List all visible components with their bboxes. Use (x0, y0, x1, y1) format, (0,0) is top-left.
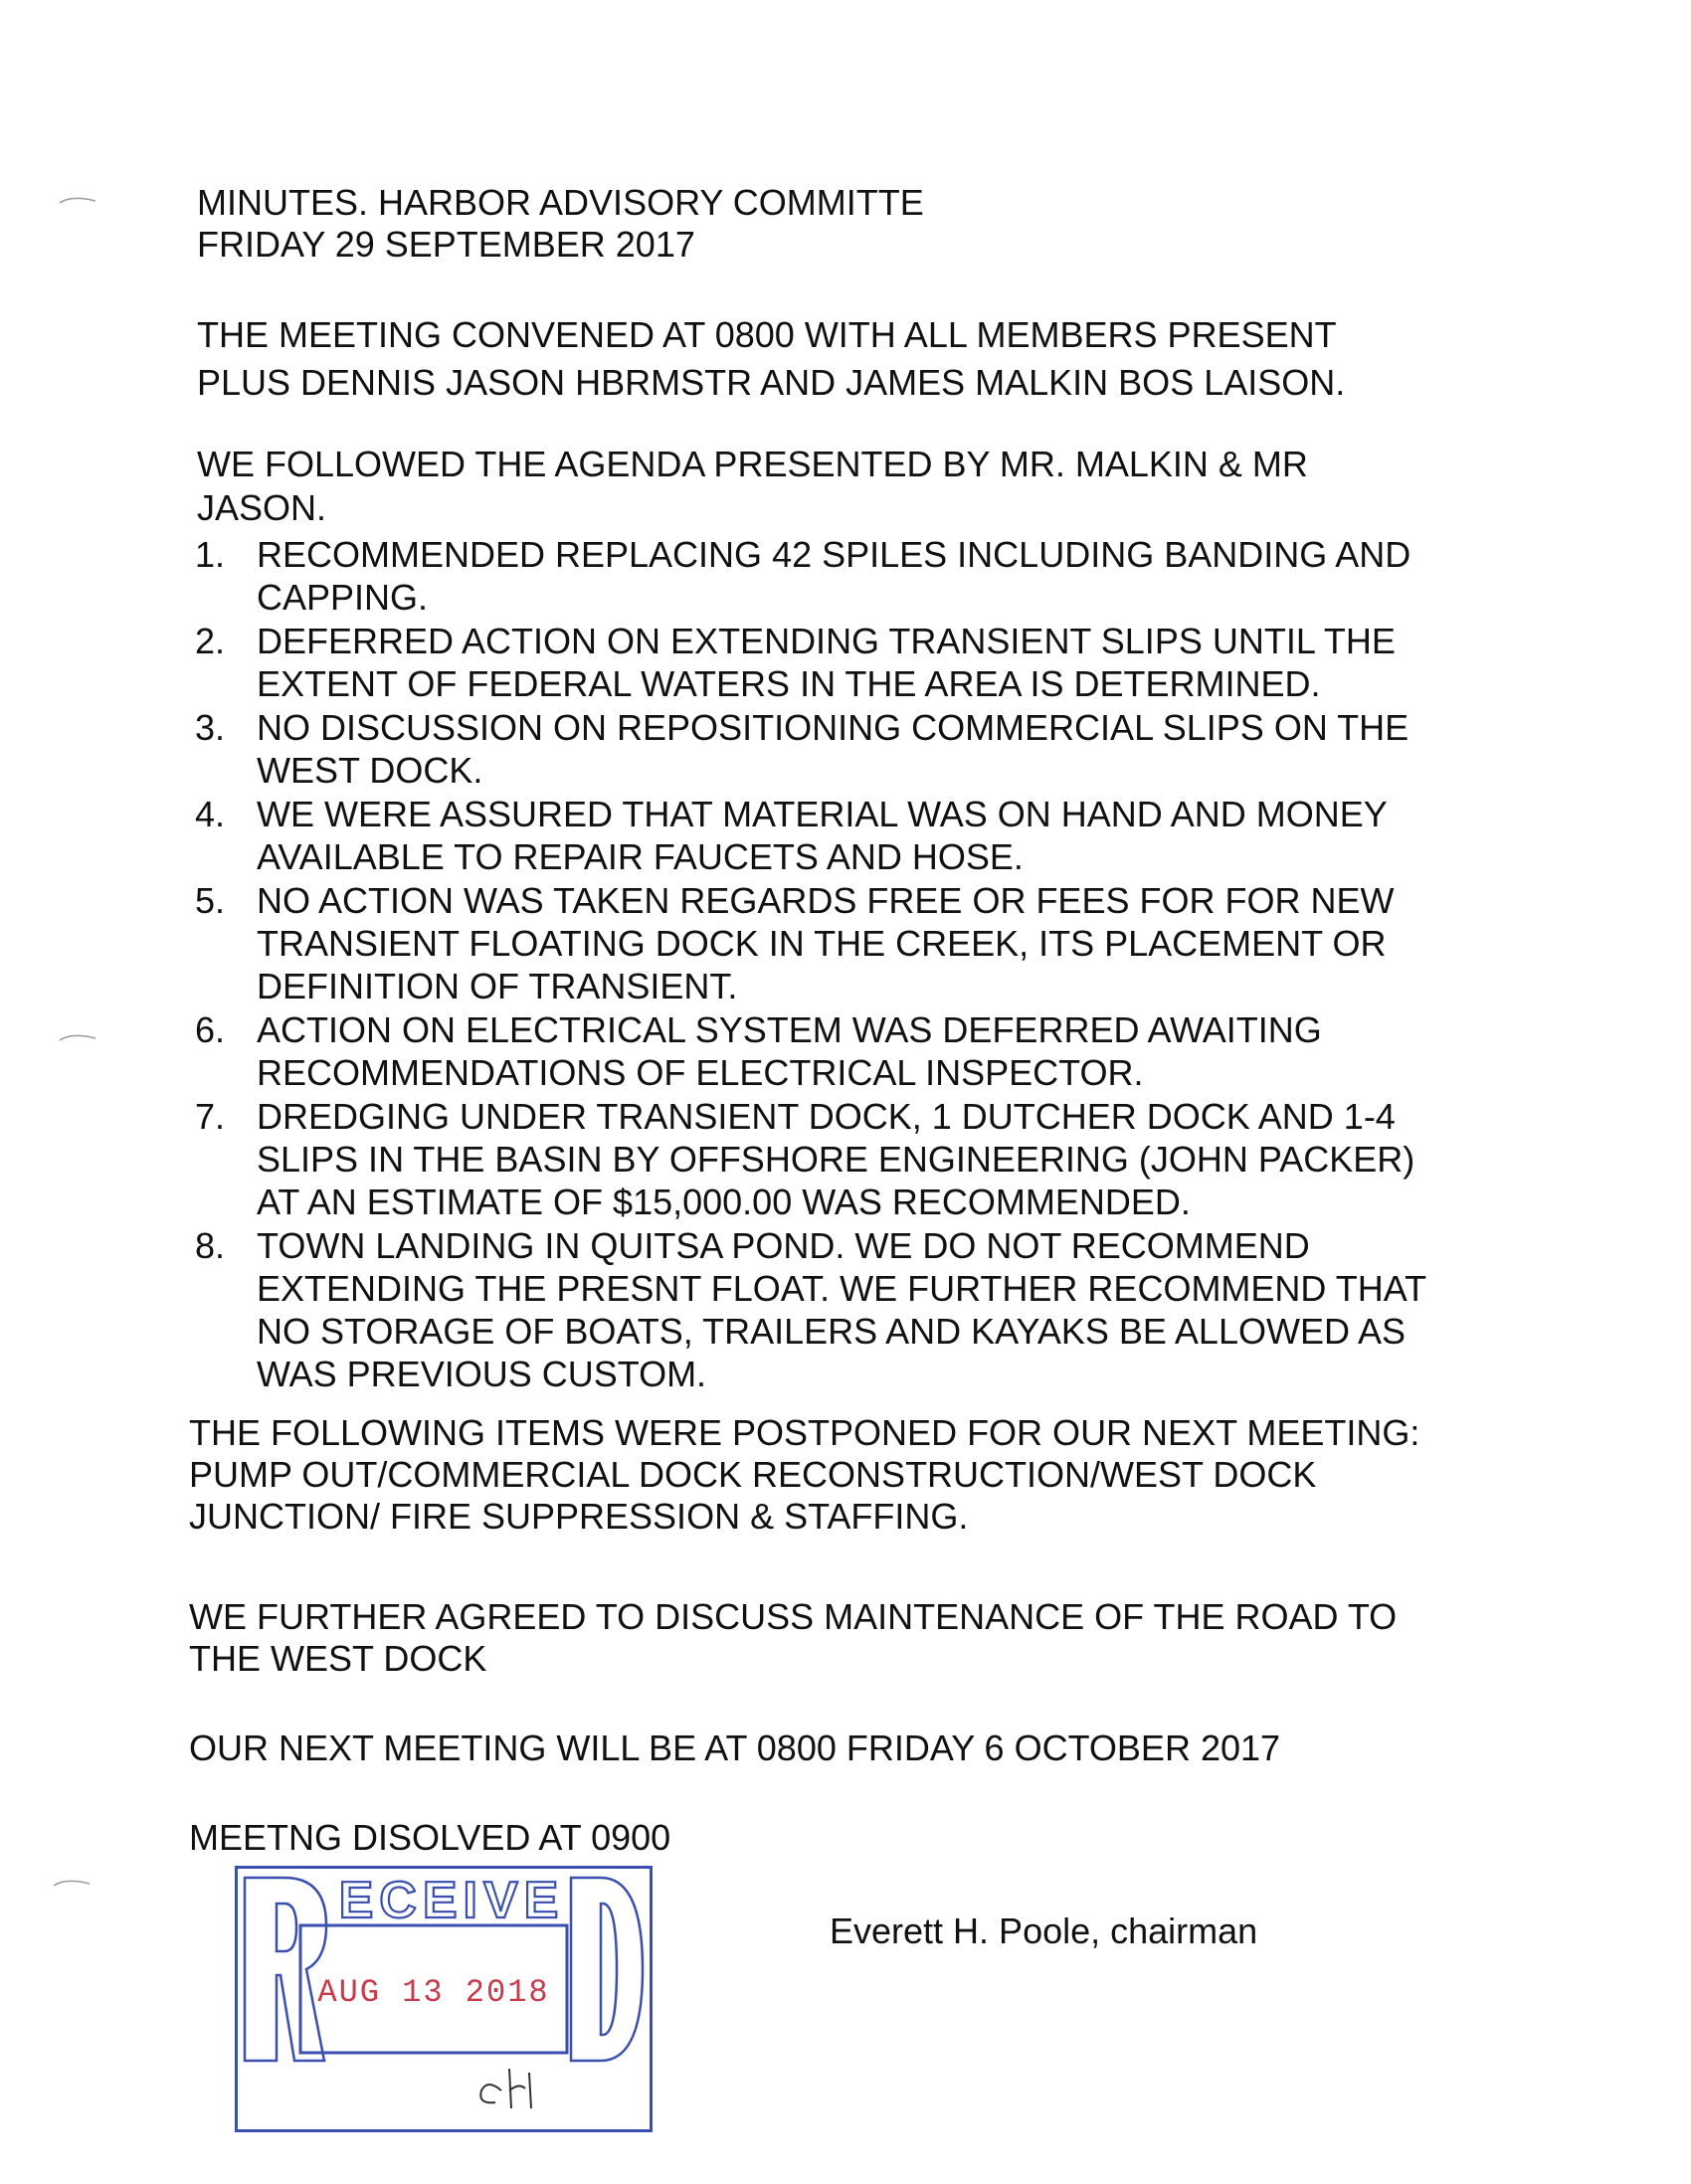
further-agreed-paragraph: WE FURTHER AGREED TO DISCUSS MAINTENANCE OF THE ROAD TO THE WEST DOCK (189, 1596, 1398, 1679)
agenda-item (189, 1224, 1426, 1395)
stamp-letter-d (571, 1878, 643, 2061)
scan-mark (58, 195, 97, 205)
document-title: MINUTES. HARBOR ADVISORY COMMITTE (197, 182, 924, 223)
agenda-item-number: 7. (195, 1096, 226, 1137)
agenda-item-text: RECOMMENDATIONS OF ELECTRICAL INSPECTOR. (257, 1052, 1144, 1093)
stamp-date: AUG 13 2018 (317, 1974, 550, 2011)
agenda-item (189, 1095, 1426, 1223)
agenda-item-number: 3. (195, 707, 226, 748)
agenda-item (189, 620, 1426, 705)
agenda-item-text: WAS PREVIOUS CUSTOM. (257, 1354, 707, 1394)
chairman-signature: Everett H. Poole, chairman (830, 1911, 1258, 1951)
agenda-item-text: AVAILABLE TO REPAIR FAUCETS AND HOSE. (257, 836, 1024, 877)
agenda-item-number: 1. (195, 534, 226, 575)
agenda-item (189, 533, 1426, 619)
agenda-item-text: RECOMMENDED REPLACING 42 SPILES INCLUDING BANDING AND (257, 534, 1411, 575)
stamp-letter-r (245, 1878, 326, 2061)
stamp-word: ECEIVE (338, 1872, 565, 1929)
agenda-item-text: NO ACTION WAS TAKEN REGARDS FREE OR FEES FOR FOR NEW (257, 880, 1395, 921)
attendance-paragraph: THE MEETING CONVENED AT 0800 WITH ALL MEMBERS PRESENT PLUS DENNIS JASON HBRMSTR AND JAMES MALKIN BOS LAISON. (197, 314, 1346, 403)
agenda-intro: WE FOLLOWED THE AGENDA PRESENTED BY MR. MALKIN & MR JASON. (197, 444, 1308, 528)
agenda-item-number: 5. (195, 880, 226, 921)
agenda-item-text: AT AN ESTIMATE OF $15,000.00 WAS RECOMMENDED. (257, 1182, 1191, 1222)
agenda-item-text: TRANSIENT FLOATING DOCK IN THE CREEK, ITS PLACEMENT OR (257, 923, 1387, 964)
agenda-item-number: 8. (195, 1225, 226, 1266)
document-header (197, 182, 924, 266)
meeting-dissolved: MEETNG DISOLVED AT 0900 (189, 1817, 671, 1858)
agenda-item-text: EXTENDING THE PRESNT FLOAT. WE FURTHER RECOMMEND THAT (257, 1268, 1427, 1309)
agenda-item (189, 1008, 1426, 1094)
agenda-item-text: DEFERRED ACTION ON EXTENDING TRANSIENT SLIPS UNTIL THE (257, 621, 1396, 661)
agenda-item (189, 706, 1426, 792)
agenda-item-number: 6. (195, 1009, 226, 1050)
agenda-item-text: WE WERE ASSURED THAT MATERIAL WAS ON HAND AND MONEY (257, 794, 1388, 834)
agenda-item-text: EXTENT OF FEDERAL WATERS IN THE AREA IS DETERMINED. (257, 663, 1321, 704)
agenda-items-list (189, 533, 1426, 1396)
agenda-item-text: DEFINITION OF TRANSIENT. (257, 966, 738, 1006)
agenda-item-text: TOWN LANDING IN QUITSA POND. WE DO NOT RECOMMEND (257, 1225, 1310, 1266)
received-stamp-graphic (235, 1866, 653, 2132)
stamp-initials (480, 2069, 531, 2108)
agenda-item-text: SLIPS IN THE BASIN BY OFFSHORE ENGINEERING (JOHN PACKER) (257, 1139, 1415, 1180)
agenda-item (189, 879, 1426, 1007)
meeting-date: FRIDAY 29 SEPTEMBER 2017 (197, 224, 695, 265)
agenda-item-number: 4. (195, 794, 226, 834)
agenda-item (189, 793, 1426, 878)
agenda-item-text: DREDGING UNDER TRANSIENT DOCK, 1 DUTCHER DOCK AND 1-4 (257, 1096, 1396, 1137)
scan-mark (52, 1878, 92, 1888)
agenda-item-text: ACTION ON ELECTRICAL SYSTEM WAS DEFERRED AWAITING (257, 1009, 1322, 1050)
postponed-paragraph: THE FOLLOWING ITEMS WERE POSTPONED FOR OUR NEXT MEETING: PUMP OUT/COMMERCIAL DOCK RECONSTRUCTION/WEST DOCK JUNCTION/ FIRE SUPPRESSION & STAFFING. (189, 1412, 1420, 1537)
received-stamp (235, 1866, 653, 2132)
next-meeting: OUR NEXT MEETING WILL BE AT 0800 FRIDAY 6 OCTOBER 2017 (189, 1728, 1281, 1768)
agenda-item-text: NO STORAGE OF BOATS, TRAILERS AND KAYAKS BE ALLOWED AS (257, 1311, 1407, 1352)
agenda-item-text: WEST DOCK. (257, 750, 483, 791)
agenda-item-text: CAPPING. (257, 577, 429, 618)
scan-mark (58, 1032, 97, 1042)
agenda-item-number: 2. (195, 621, 226, 661)
agenda-item-text: NO DISCUSSION ON REPOSITIONING COMMERCIAL SLIPS ON THE (257, 707, 1409, 748)
